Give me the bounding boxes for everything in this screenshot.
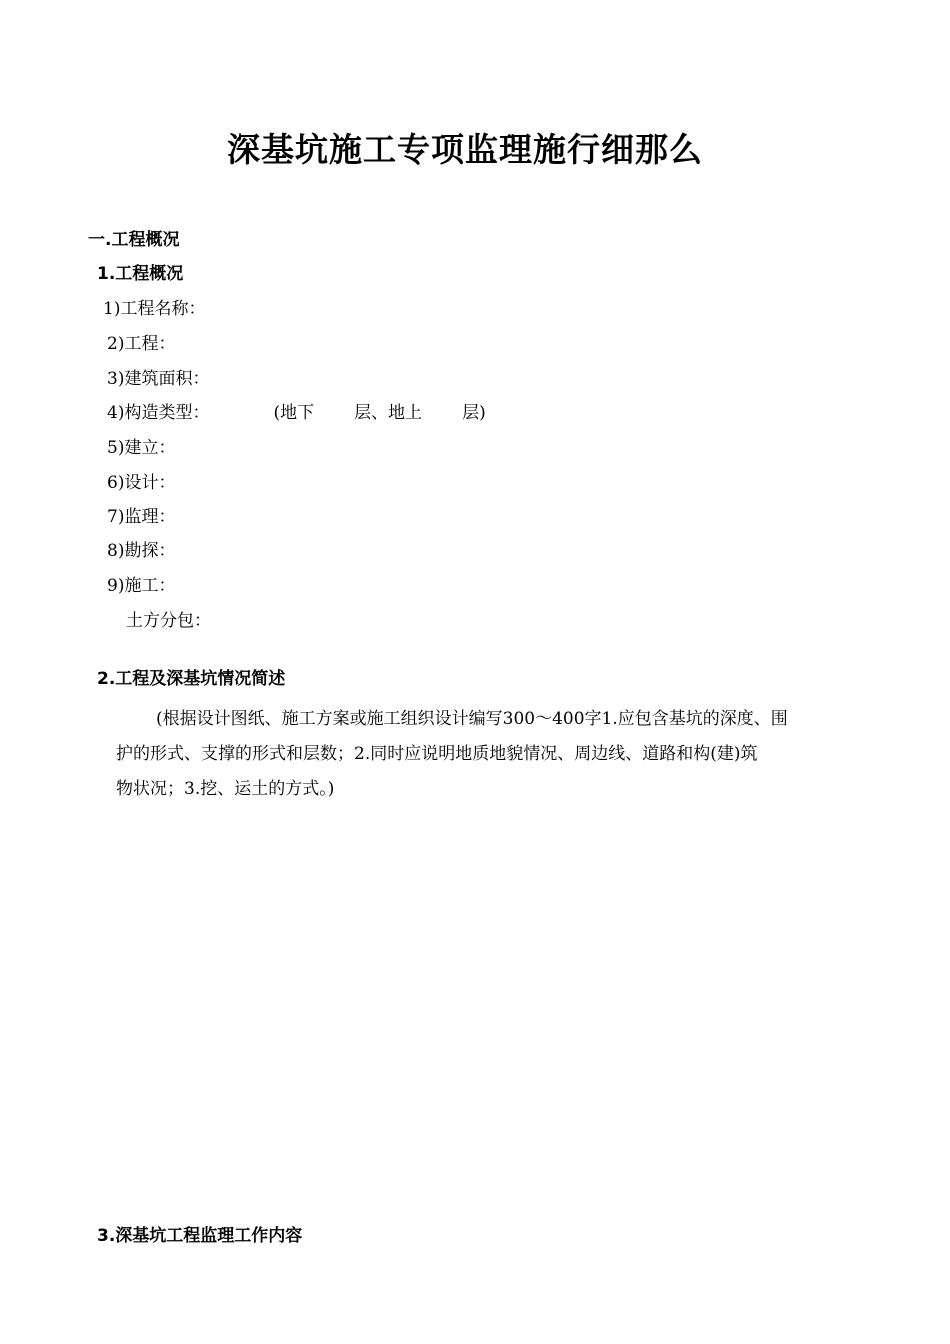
document-title: 深基坑施工专项监理施行细那么 [227,130,703,169]
item-building-area: 3)建筑面积： [107,369,210,389]
subsection-heading-pit-description: 2.工程及深基坑情况简述 [97,669,286,689]
paragraph-line: (根据设计图纸、施工方案或施工组织设计编写300～400字1.应包含基坑的深度、围 [156,709,788,729]
paragraph-line: 物状况；3.挖、运土的方式。) [116,779,335,799]
paragraph-line: 护的形式、支撑的形式和层数；2.同时应说明地质地貌情况、周边线、道路和构(建)筑 [116,744,758,764]
item-project: 2)工程： [107,334,176,354]
item-construction-unit: 5)建立： [107,438,176,458]
item-survey: 8)勘探： [107,541,176,561]
item-supervision: 7)监理： [107,507,176,527]
item-project-name: 1)工程名称： [103,299,206,319]
structure-floors-label: 层) [462,403,486,423]
item-structure-type: 4)构造类型： [107,403,210,423]
section-heading-project-overview: 一.工程概况 [88,230,180,250]
item-design: 6)设计： [107,473,176,493]
structure-aboveground-label: 层、地上 [354,403,423,423]
subsection-heading-project-overview: 1.工程概况 [97,264,184,284]
item-earthwork-subcontractor: 土方分包： [126,611,211,631]
item-contractor: 9)施工： [107,576,176,596]
pit-description-paragraph [116,702,866,807]
structure-underground-label: (地下 [273,403,315,423]
subsection-heading-supervision-work: 3.深基坑工程监理工作内容 [97,1226,303,1246]
item-structure-type-row [107,401,486,425]
